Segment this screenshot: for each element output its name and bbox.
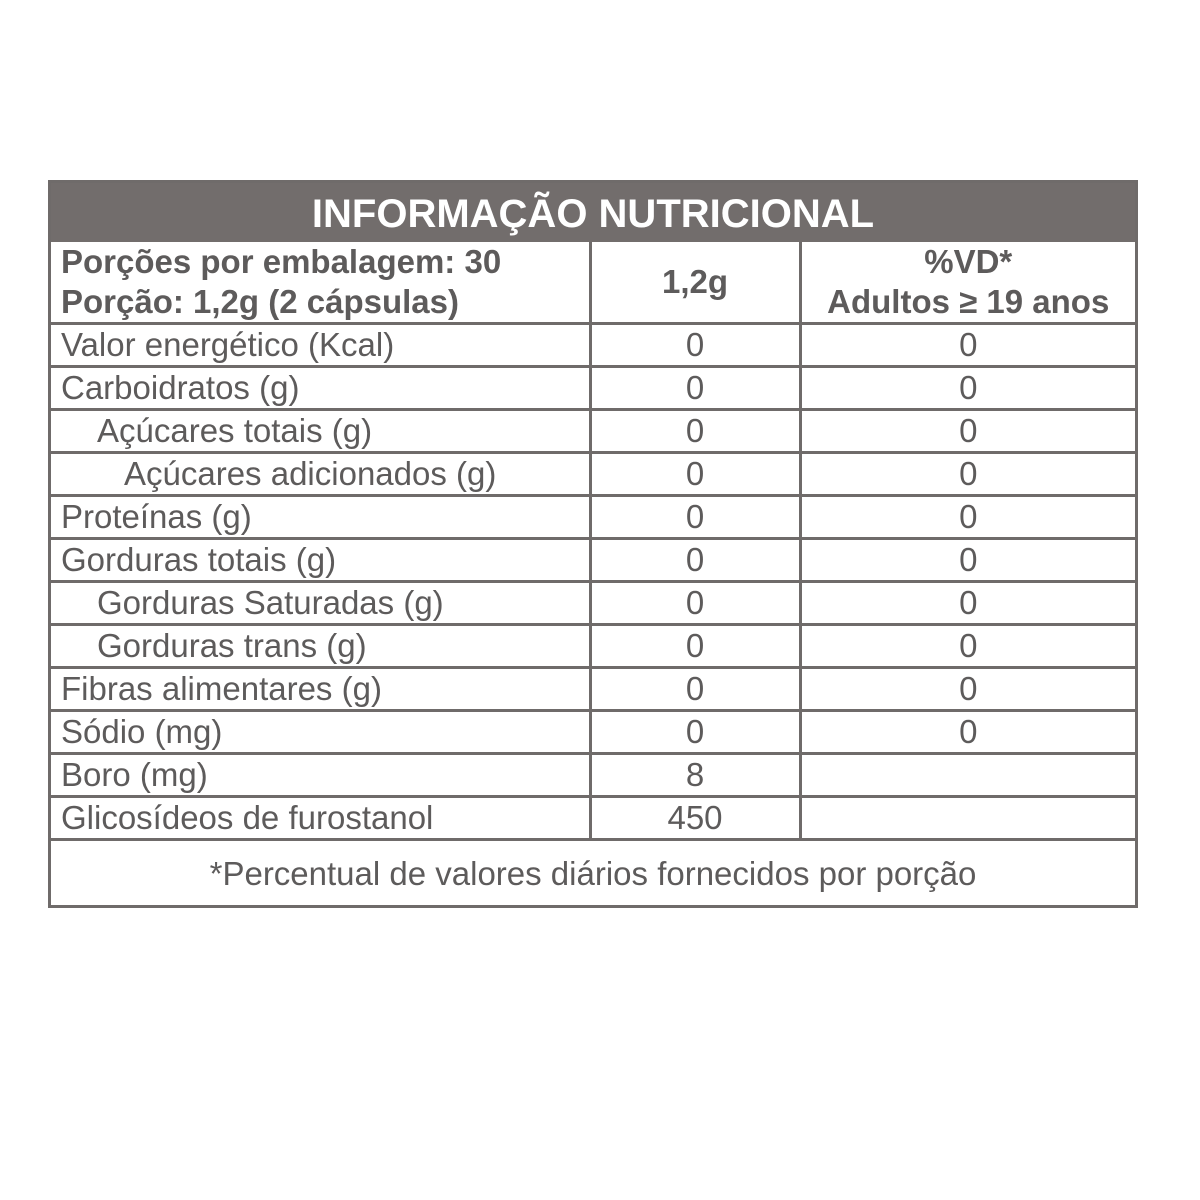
- nutrient-name: Fibras alimentares (g): [51, 668, 590, 711]
- nutrient-vd: [800, 797, 1135, 839]
- nutrient-amount: 450: [590, 797, 800, 839]
- nutrient-vd: 0: [800, 367, 1135, 410]
- nutrient-name: Açúcares totais (g): [51, 410, 590, 453]
- nutrient-vd: 0: [800, 711, 1135, 754]
- vd-footnote: *Percentual de valores diários fornecidos por porção: [51, 838, 1135, 905]
- nutrient-name: Valor energético (Kcal): [51, 324, 590, 367]
- nutrient-amount: 0: [590, 410, 800, 453]
- table-row: [51, 496, 1135, 539]
- nutrient-name: Açúcares adicionados (g): [51, 453, 590, 496]
- table-row: [51, 453, 1135, 496]
- nutrient-amount: 8: [590, 754, 800, 797]
- table-row: [51, 582, 1135, 625]
- nutrient-amount: 0: [590, 582, 800, 625]
- vd-subtitle: Adultos ≥ 19 anos: [827, 283, 1110, 320]
- nutrient-amount: 0: [590, 625, 800, 668]
- nutrient-name: Carboidratos (g): [51, 367, 590, 410]
- table-row: [51, 797, 1135, 839]
- nutrient-vd: 0: [800, 625, 1135, 668]
- nutrient-name: Glicosídeos de furostanol: [51, 797, 590, 839]
- nutrient-name: Boro (mg): [51, 754, 590, 797]
- nutrition-title: INFORMAÇÃO NUTRICIONAL: [51, 183, 1135, 242]
- table-header-row: [51, 242, 1135, 324]
- nutrient-vd: 0: [800, 496, 1135, 539]
- nutrient-amount: 0: [590, 668, 800, 711]
- nutrient-name: Gorduras totais (g): [51, 539, 590, 582]
- nutrient-amount: 0: [590, 453, 800, 496]
- nutrient-name: Gorduras Saturadas (g): [51, 582, 590, 625]
- nutrient-amount: 0: [590, 324, 800, 367]
- nutrient-vd: 0: [800, 539, 1135, 582]
- servings-per-package: Porções por embalagem: 30: [61, 243, 502, 280]
- amount-column-header: 1,2g: [590, 242, 800, 324]
- nutrient-vd: 0: [800, 582, 1135, 625]
- nutrient-name: Proteínas (g): [51, 496, 590, 539]
- table-row: [51, 410, 1135, 453]
- table-row: [51, 625, 1135, 668]
- table-row: [51, 754, 1135, 797]
- nutrient-amount: 0: [590, 711, 800, 754]
- table-row: [51, 367, 1135, 410]
- vd-column-header: [800, 242, 1135, 324]
- table-row: [51, 668, 1135, 711]
- nutrient-name: Sódio (mg): [51, 711, 590, 754]
- nutrient-vd: 0: [800, 668, 1135, 711]
- table-row: [51, 324, 1135, 367]
- nutrition-table: [51, 242, 1135, 838]
- nutrient-vd: 0: [800, 324, 1135, 367]
- nutrition-facts-panel: [48, 180, 1138, 908]
- nutrient-amount: 0: [590, 539, 800, 582]
- table-row: [51, 539, 1135, 582]
- serving-info-cell: [51, 242, 590, 324]
- vd-title: %VD*: [924, 243, 1013, 280]
- nutrient-vd: [800, 754, 1135, 797]
- nutrient-vd: 0: [800, 410, 1135, 453]
- nutrient-name: Gorduras trans (g): [51, 625, 590, 668]
- nutrient-amount: 0: [590, 496, 800, 539]
- nutrient-amount: 0: [590, 367, 800, 410]
- table-row: [51, 711, 1135, 754]
- nutrient-vd: 0: [800, 453, 1135, 496]
- serving-size: Porção: 1,2g (2 cápsulas): [61, 283, 459, 320]
